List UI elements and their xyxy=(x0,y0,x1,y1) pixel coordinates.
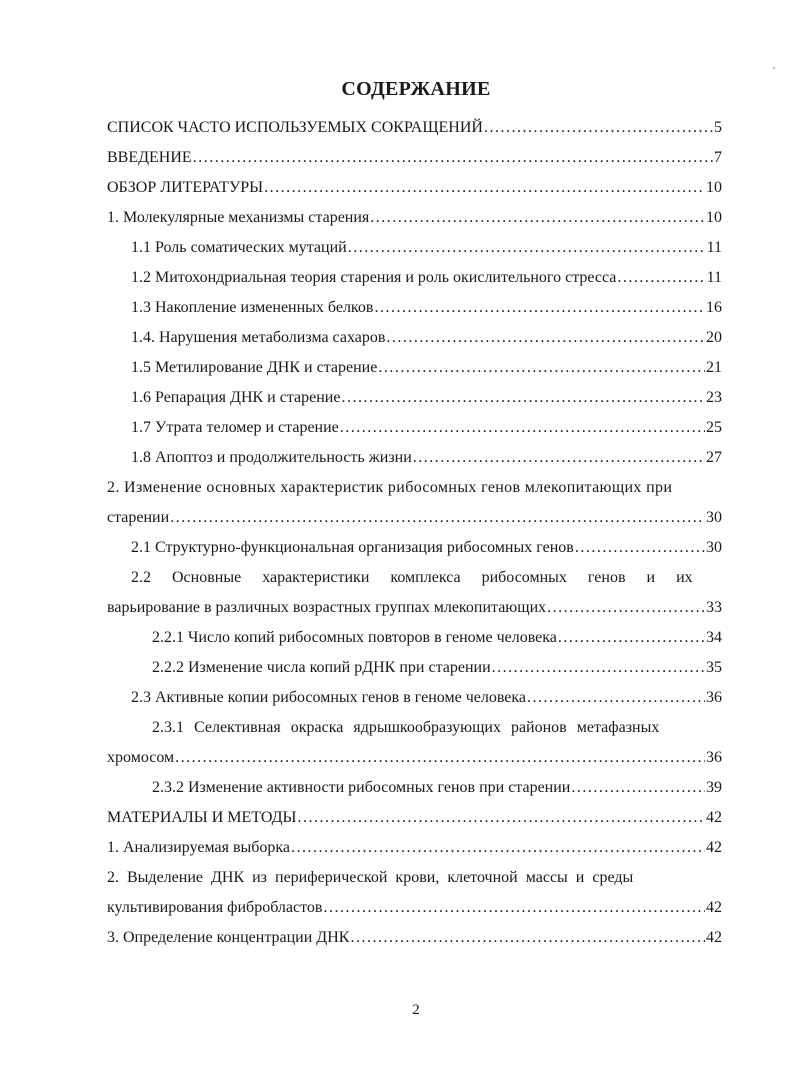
toc-entry[interactable] xyxy=(131,238,722,258)
dot-leader xyxy=(348,238,706,258)
toc-entry-page: 10 xyxy=(706,209,722,226)
dot-leader xyxy=(484,118,713,138)
toc-entry[interactable] xyxy=(131,418,722,438)
dot-leader xyxy=(175,748,705,768)
toc-entry-line2[interactable] xyxy=(107,598,722,618)
dot-leader xyxy=(374,298,705,318)
toc-entry-label: варьирование в различных возрастных группах млекопитающих xyxy=(107,599,547,616)
toc-entry-page: 39 xyxy=(706,779,722,796)
dot-leader xyxy=(341,388,705,408)
toc-entry-label: 1.7 Утрата теломер и старение xyxy=(131,419,339,436)
toc-entry[interactable] xyxy=(131,388,722,408)
toc-entry-page: 16 xyxy=(706,299,722,316)
dot-leader xyxy=(193,148,713,168)
toc-entry-line1[interactable] xyxy=(131,568,722,588)
toc-entry[interactable] xyxy=(107,208,722,228)
dot-leader xyxy=(350,928,705,948)
toc-entry[interactable] xyxy=(131,538,722,558)
dot-leader xyxy=(340,418,705,438)
dot-leader xyxy=(297,808,705,828)
dot-leader xyxy=(492,658,705,678)
toc-entry-page: 21 xyxy=(706,359,722,376)
toc-entry[interactable] xyxy=(131,358,722,378)
dot-leader xyxy=(617,268,705,288)
toc-entry-page: 36 xyxy=(706,749,722,766)
toc-entry-label: 1. Анализируемая выборка xyxy=(107,839,291,856)
toc-entry-label: 1.2 Митохондриальная теория старения и роль окислительного стресса xyxy=(131,269,617,286)
toc-entry-page: 35 xyxy=(706,659,722,676)
toc-entry-line1[interactable] xyxy=(107,478,722,498)
dot-leader xyxy=(291,838,705,858)
toc-entry-label: 1.6 Репарация ДНК и старение xyxy=(131,389,341,406)
dot-leader xyxy=(413,448,705,468)
toc-entry-label: хромосом xyxy=(107,749,175,766)
toc-entry[interactable] xyxy=(131,268,722,288)
toc-entry-page: 10 xyxy=(706,179,722,196)
dot-leader xyxy=(575,538,705,558)
toc-entry-label: 1.5 Метилирование ДНК и старение xyxy=(131,359,378,376)
toc-entry-label: 1.1 Роль соматических мутаций xyxy=(131,239,347,256)
toc-entry-page: 11 xyxy=(706,239,722,256)
dot-leader xyxy=(527,688,705,708)
toc-entry[interactable] xyxy=(107,148,722,168)
toc-entry-label: 3. Определение концентрации ДНК xyxy=(107,929,350,946)
toc-entry-line2[interactable] xyxy=(107,748,722,768)
toc-entry-page: 42 xyxy=(706,929,722,946)
toc-entry[interactable] xyxy=(131,688,722,708)
toc-entry-page: 20 xyxy=(706,329,722,346)
toc-entry-page: 27 xyxy=(706,449,722,466)
toc-entry-label: старении xyxy=(107,509,170,526)
toc-entry-label: культивирования фибробластов xyxy=(107,899,323,916)
dot-leader xyxy=(386,328,705,348)
dot-leader xyxy=(558,628,705,648)
toc-entry-label: ОБЗОР ЛИТЕРАТУРЫ xyxy=(107,179,264,196)
toc-entry[interactable] xyxy=(131,448,722,468)
toc-entry-label: 1.3 Накопление измененных белков xyxy=(131,299,374,316)
toc-entry-label: МАТЕРИАЛЫ И МЕТОДЫ xyxy=(107,809,297,826)
toc-entry-label: 2.3.1 Селективная окраска ядрышкообразующих районов метафазных xyxy=(152,719,660,736)
dot-leader xyxy=(571,778,705,798)
toc-entry[interactable] xyxy=(152,658,722,678)
toc-entry-label: 1. Молекулярные механизмы старения xyxy=(107,209,370,226)
toc-entry[interactable] xyxy=(131,298,722,318)
dot-leader xyxy=(264,178,705,198)
page-number: 2 xyxy=(412,1002,420,1018)
toc-entry-label: ВВЕДЕНИЕ xyxy=(107,149,192,166)
dot-leader xyxy=(547,598,705,618)
toc-entry-page: 42 xyxy=(706,839,722,856)
toc-entry-label: СПИСОК ЧАСТО ИСПОЛЬЗУЕМЫХ СОКРАЩЕНИЙ xyxy=(107,119,483,136)
toc-entry-page: 42 xyxy=(706,809,722,826)
toc-entry-page: 36 xyxy=(706,689,722,706)
toc-entry-page: 33 xyxy=(706,599,722,616)
toc-entry[interactable] xyxy=(131,328,722,348)
toc-entry-line2[interactable] xyxy=(107,508,722,528)
toc-entry-page: 23 xyxy=(706,389,722,406)
dot-leader xyxy=(323,898,705,918)
toc-entry-page: 42 xyxy=(706,899,722,916)
toc-entry-label: 2. Изменение основных характеристик рибосомных генов млекопитающих при xyxy=(107,479,673,496)
dot-leader xyxy=(378,358,705,378)
toc-entry[interactable] xyxy=(152,778,722,798)
dot-leader xyxy=(370,208,705,228)
dot-leader xyxy=(170,508,705,528)
toc-entry[interactable] xyxy=(152,628,722,648)
toc-entry-page: 5 xyxy=(714,119,722,136)
toc-entry-label: 2.2.1 Число копий рибосомных повторов в геноме человека xyxy=(152,629,557,646)
toc-entry[interactable] xyxy=(107,118,722,138)
toc-entry-page: 7 xyxy=(714,149,722,166)
toc-entry-label: 2.2 Основные характеристики комплекса рибосомных генов и их xyxy=(131,569,693,586)
toc-entry-line1[interactable] xyxy=(152,718,722,738)
toc-entry[interactable] xyxy=(107,178,722,198)
toc-entry-page: 11 xyxy=(706,269,722,286)
toc-entry-label: 1.4. Нарушения метаболизма сахаров xyxy=(131,329,386,346)
toc-entry-line1[interactable] xyxy=(107,868,722,888)
toc-entry-label: 2. Выделение ДНК из периферической крови, клеточной массы и среды xyxy=(107,869,634,886)
toc-entry-label: 2.2.2 Изменение числа копий рДНК при старении xyxy=(152,659,491,676)
toc-entry-page: 25 xyxy=(706,419,722,436)
toc-entry-page: 34 xyxy=(706,629,722,646)
toc-entry[interactable] xyxy=(107,838,722,858)
toc-entry-label: 2.3 Активные копии рибосомных генов в геноме человека xyxy=(131,689,527,706)
toc-entry-label: 1.8 Апоптоз и продолжительность жизни xyxy=(131,449,412,466)
toc-title: СОДЕРЖАНИЕ xyxy=(341,78,491,100)
toc-entry-label: 2.1 Структурно-функциональная организация рибосомных генов xyxy=(131,539,574,556)
toc-entry-line2[interactable] xyxy=(107,898,722,918)
toc-entry-label: 2.3.2 Изменение активности рибосомных генов при старении xyxy=(152,779,571,796)
toc-entry-page: 30 xyxy=(706,509,722,526)
toc-entry[interactable] xyxy=(107,808,722,828)
toc-entry-page: 30 xyxy=(706,539,722,556)
toc-entry[interactable] xyxy=(107,928,722,948)
